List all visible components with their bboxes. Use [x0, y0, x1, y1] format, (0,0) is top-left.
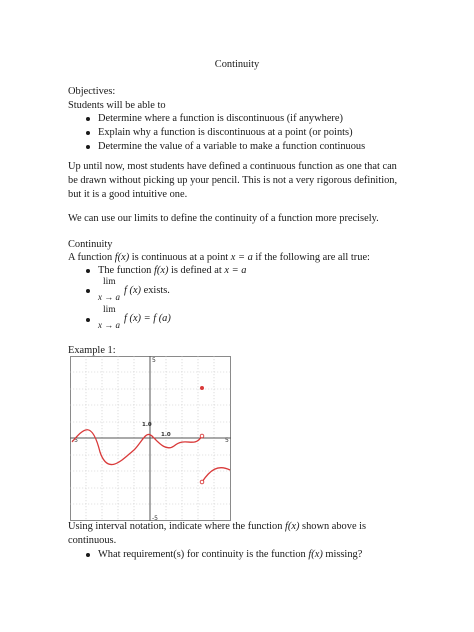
objectives-intro: Students will be able to [68, 100, 166, 111]
paragraph-line: be drawn without picking up your pencil. This is not a very rigorous definition, [68, 175, 398, 186]
axis-label-right: 5 [225, 437, 229, 444]
objectives-heading: Objectives: [68, 86, 116, 97]
paragraph-line: Up until now, most students have defined a continuous function as one that can [68, 161, 397, 172]
objective-item: Determine where a function is discontinuous (if anywhere) [98, 113, 343, 124]
open-circle-endpoint [200, 480, 204, 484]
limit-operator: lim [103, 305, 116, 315]
tick-label-x: 1.0 [161, 432, 171, 438]
bullet-marker [86, 117, 90, 121]
function-graph [70, 356, 232, 522]
open-circle-endpoint [200, 434, 204, 438]
page-title: Continuity [214, 59, 260, 70]
bullet-marker [86, 131, 90, 135]
question-line: Using interval notation, indicate where the function f(x) shown above is [68, 521, 367, 532]
isolated-point [200, 386, 204, 390]
paragraph-line: but it is a good intuitive one. [68, 189, 188, 200]
question-item: What requirement(s) for continuity is the function f(x) missing? [98, 549, 363, 560]
objective-item: Explain why a function is discontinuous at a point (or points) [98, 127, 353, 138]
question-line: continuous. [68, 535, 117, 546]
bullet-marker [86, 145, 90, 149]
condition-defined: The function f(x) is defined at x = a [98, 265, 247, 276]
axis-label-bottom: -5 [152, 515, 158, 522]
tick-label-y: 1.0 [142, 422, 152, 428]
limit-equation: f (x) = f (a) [124, 313, 171, 324]
limit-operator: lim [103, 277, 116, 287]
bullet-marker [86, 289, 90, 293]
bullet-marker [86, 269, 90, 273]
bullet-marker [86, 318, 90, 322]
limit-expression: f (x) exists. [124, 285, 170, 296]
example-label: Example 1: [68, 345, 116, 356]
axis-label-left: -5 [72, 437, 78, 444]
bullet-marker [86, 553, 90, 557]
paragraph-line: We can use our limits to define the continuity of a function more precisely. [68, 213, 379, 224]
axis-label-top: 5 [152, 357, 156, 364]
section-heading: Continuity [68, 239, 113, 250]
limit-subscript: x → a [98, 320, 120, 330]
definition-statement: A function f(x) is continuous at a point x = a if the following are all true: [68, 252, 370, 263]
limit-subscript: x → a [98, 292, 120, 302]
objective-item: Determine the value of a variable to make a function continuous [98, 141, 366, 152]
